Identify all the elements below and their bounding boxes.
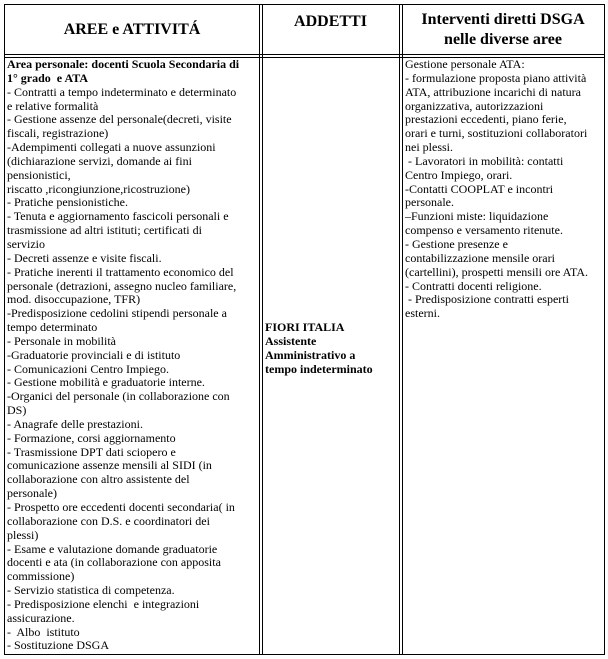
area-title-line: Area personale: docenti Scuola Secondaria di: [7, 57, 240, 71]
activity-line: - Predisposizione elenchi e integrazioni: [7, 596, 200, 611]
dsga-duty-line: -Contatti COOPLAT e incontri: [405, 181, 554, 196]
column-divider: [259, 5, 260, 654]
header-aree-attivita: AREE e ATTIVITÁ: [63, 20, 201, 38]
activity-line: riscatto ,ricongiunzione,ricostruzione): [7, 181, 190, 196]
activity-line: commissione): [7, 569, 75, 584]
activity-line: pensionistici,: [7, 167, 71, 182]
dsga-duty-line: contabilizzazione mensile orari: [405, 250, 555, 265]
activity-line: -Organici del personale (in collaborazione con: [7, 389, 230, 404]
dsga-duty-line: - Predisposizione contratti esperti: [405, 292, 569, 307]
staff-line: Assistente: [265, 333, 317, 348]
activity-line: - Sostituzione DSGA: [7, 638, 109, 653]
dsga-duty-line: - Lavoratori in mobilità: contatti: [405, 153, 564, 168]
activity-list: [7, 86, 257, 654]
dsga-duty-line: esterni.: [405, 306, 440, 321]
dsga-duty-line: Gestione personale ATA:: [405, 57, 525, 71]
activity-line: - Contratti a tempo indeterminato e determinato: [7, 84, 237, 99]
activity-line: - Anagrafe delle prestazioni.: [7, 416, 143, 431]
dsga-duty-line: prestazioni eccedenti, piano ferie,: [405, 112, 567, 127]
dsga-duty-line: ATA, attribuzione incarichi di natura: [405, 84, 581, 99]
activity-line: - Gestione assenze del personale(decreti, visite: [7, 112, 232, 127]
activity-line: comunicazione assenze mensili al SIDI (in: [7, 458, 212, 473]
staff-line: tempo indeterminato: [265, 361, 373, 376]
dsga-duty-line: organizzativa, autorizzazioni: [405, 98, 544, 113]
dsga-duty-line: - Gestione presenze e: [405, 236, 508, 251]
activity-line: - Formazione, corsi aggiornamento: [7, 430, 176, 445]
activity-line: docenti e ata (in collaborazione con apposita: [7, 555, 221, 570]
activity-line: - Decreti assenze e visite fiscali.: [7, 250, 162, 265]
dsga-duty-line: personale.: [405, 195, 454, 210]
activity-line: - Servizio statistica di competenza.: [7, 583, 175, 598]
activity-line: - Gestione mobilità e graduatorie interne.: [7, 375, 205, 390]
dsga-duty-line: Centro Impiego, orari.: [405, 167, 513, 182]
area-title-line: 1° grado e ATA: [7, 70, 89, 85]
activity-line: -Predisposizione cedolini stipendi personale a: [7, 306, 227, 321]
aree-attivita-cell: [7, 58, 257, 653]
dsga-duty-line: compenso e versamento ritenute.: [405, 223, 563, 238]
activity-line: personale): [7, 486, 57, 501]
dsga-duties-list: [405, 58, 602, 321]
staff-line: Amministrativo a: [265, 347, 356, 362]
header-interventi-dsga: [402, 5, 604, 54]
activity-line: trasmissione ad altri istituti; certificati di: [7, 223, 202, 238]
activity-line: personale (detrazioni, assegno nucleo familiare,: [7, 278, 237, 293]
dsga-duty-line: nei plessi.: [405, 140, 453, 155]
activity-line: e relative formalità: [7, 98, 99, 113]
dsga-duty-line: –Funzioni miste: liquidazione: [405, 209, 549, 224]
activity-line: DS): [7, 403, 27, 418]
staff-line: FIORI ITALIA: [265, 320, 345, 334]
duties-table: [4, 4, 605, 655]
activity-line: mod. disoccupazione, TFR): [7, 292, 141, 307]
activity-line: - Albo istituto: [7, 624, 80, 639]
activity-line: - Esame e valutazione domande graduatorie: [7, 541, 218, 556]
activity-line: - Pratiche inerenti il trattamento economico del: [7, 264, 234, 279]
dsga-duty-line: - Contratti docenti religione.: [405, 278, 542, 293]
activity-line: collaborazione con D.S. e coordinatori dei: [7, 513, 210, 528]
column-divider: [399, 5, 400, 654]
dsga-duty-line: orari e turni, sostituzioni collaboratori: [405, 126, 588, 141]
activity-line: - Prospetto ore eccedenti docenti secondaria( in: [7, 500, 235, 514]
activity-line: tempo determinato: [7, 320, 98, 335]
staff-member: [265, 321, 397, 376]
activity-line: -Graduatorie provinciali e di istituto: [7, 347, 181, 362]
column-divider: [262, 5, 263, 654]
header-divider: [5, 54, 604, 55]
column-divider: [402, 5, 403, 654]
activity-line: - Pratiche pensionistiche.: [7, 195, 128, 210]
activity-line: (dichiarazione servizi, domande ai fini: [7, 153, 192, 168]
activity-line: fiscali, registrazione): [7, 126, 109, 141]
activity-line: assicurazione.: [7, 610, 75, 625]
activity-line: plessi): [7, 527, 39, 542]
header-addetti: ADDETTI: [294, 13, 367, 30]
interventi-dsga-cell: [405, 58, 602, 321]
activity-line: -Adempimenti collegati a nuove assunzioni: [7, 140, 216, 155]
header-line: nelle diverse aree: [444, 30, 562, 48]
header-line: Interventi diretti DSGA: [421, 10, 585, 28]
dsga-duty-line: (cartellini), prospetti mensili ore ATA.: [405, 264, 588, 279]
activity-line: - Comunicazioni Centro Impiego.: [7, 361, 169, 376]
activity-line: servizio: [7, 236, 45, 251]
dsga-duty-line: - formulazione proposta piano attività: [405, 70, 587, 85]
activity-line: - Trasmissione DPT dati sciopero e: [7, 444, 176, 459]
addetti-cell: [265, 321, 397, 376]
activity-line: - Tenuta e aggiornamento fascicoli personali e: [7, 209, 229, 224]
activity-line: collaborazione con altro assistente del: [7, 472, 190, 487]
activity-line: - Personale in mobilità: [7, 333, 116, 348]
